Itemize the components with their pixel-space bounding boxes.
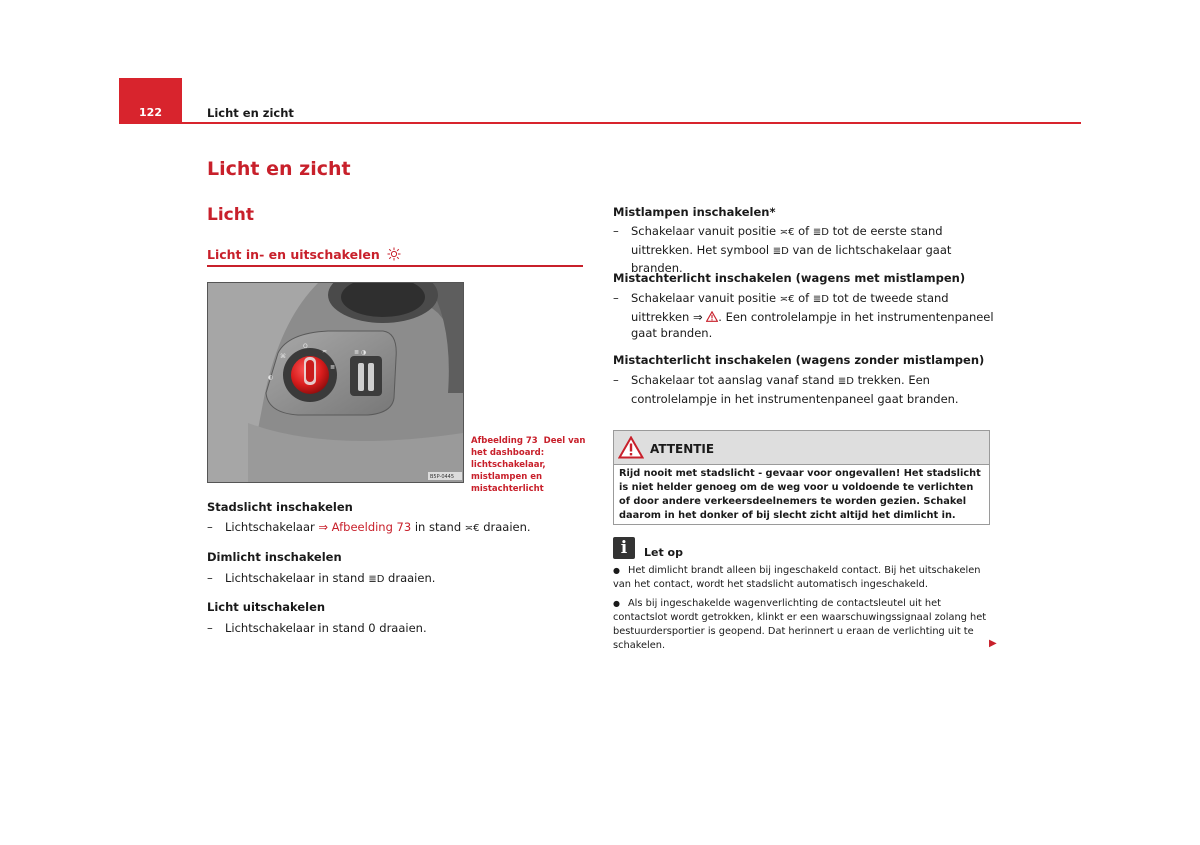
svg-text:⌘: ⌘	[280, 353, 286, 360]
sun-icon	[387, 247, 401, 261]
figure-caption-text: Deel van het dashboard: lichtschakelaar, mistlampen en mistachterlicht	[471, 436, 586, 494]
bullet-icon: ●	[613, 599, 620, 608]
dashboard-illustration	[208, 283, 463, 482]
figure-caption	[471, 435, 586, 495]
svg-text:≍: ≍	[322, 348, 328, 355]
note-item: ● Als bij ingeschakelde wagenverlichting de contactsleutel uit het contactslot wordt getrokken, klinkt er een waarschuwingssignaal zolang het bestuurdersportier is geopend. Dat herinnert u eraan de verlichting uit te schakelen.	[613, 598, 987, 651]
low-beam-icon: ≣D	[368, 574, 385, 585]
note-item: ● Het dimlicht brandt alleen bij ingeschakeld contact. Bij het uitschakelen van het contact, wordt het stadslicht automatisch ingeschakeld.	[613, 565, 981, 590]
instruction-licht-uit: – Lichtschakelaar in stand 0 draaien.	[207, 621, 427, 635]
subsection-title	[207, 247, 401, 262]
heading-stadslicht: Stadslicht inschakelen	[207, 500, 353, 514]
svg-text:◐: ◐	[268, 374, 274, 381]
continue-arrow-icon: ▶	[989, 638, 997, 649]
parking-light-icon: ≍€	[779, 294, 795, 305]
subsection-title-text: Licht in- en uitschakelen	[207, 247, 380, 262]
section-title: Licht	[207, 205, 254, 225]
heading-mistachterlicht-met: Mistachterlicht inschakelen (wagens met mistlampen)	[613, 271, 966, 285]
bullet-icon: ●	[613, 566, 620, 575]
warning-text: Rijd nooit met stadslicht - gevaar voor ongevallen! Het stadslicht is niet helder genoeg om de weg voor u voldoende te verlichten of door andere verkeersdeelnemers te worden gezien. Schakel daarom in het donker of bij slecht zicht altijd het dimlicht in.	[619, 468, 981, 521]
figure-reference-link[interactable]: ⇒ Afbeelding 73	[318, 520, 412, 534]
heading-mistachterlicht-zonder: Mistachterlicht inschakelen (wagens zonder mistlampen)	[613, 353, 985, 367]
svg-text:O: O	[303, 343, 308, 350]
note-label: Let op	[644, 546, 683, 559]
warning-header	[614, 431, 989, 465]
low-beam-icon: ≣D	[812, 294, 829, 305]
low-beam-icon: ≣D	[812, 227, 829, 238]
header-rule	[119, 122, 1081, 124]
figure-caption-label: Afbeelding 73	[471, 436, 538, 446]
warning-triangle-icon[interactable]	[706, 311, 718, 322]
heading-dimlicht: Dimlicht inschakelen	[207, 550, 342, 564]
warning-label: ATTENTIE	[650, 442, 715, 456]
running-head: Licht en zicht	[207, 106, 294, 120]
instruction-stadslicht: – Lichtschakelaar ⇒ Afbeelding 73 in stand ≍€ draaien.	[207, 520, 531, 534]
heading-licht-uit: Licht uitschakelen	[207, 600, 326, 614]
subsection-rule	[207, 265, 583, 267]
low-beam-icon: ≣D	[837, 376, 855, 387]
svg-text:≣: ≣	[330, 364, 336, 371]
fog-light-icon: ≣D	[772, 245, 789, 257]
warning-box	[613, 430, 990, 525]
figure-code: B5P-0445	[430, 474, 455, 480]
parking-light-icon: ≍€	[779, 227, 795, 238]
chapter-title: Licht en zicht	[207, 158, 351, 180]
instruction-mistachterlicht-zonder: – Schakelaar tot aanslag vanaf stand ≣D trekken. Een controlelampje in het instrumentenpaneel gaat branden.	[613, 373, 959, 406]
parking-light-icon: ≍€	[464, 523, 480, 534]
page-number: 122	[139, 106, 162, 119]
instruction-dimlicht: – Lichtschakelaar in stand ≣D draaien.	[207, 571, 436, 585]
heading-mistlampen: Mistlampen inschakelen*	[613, 205, 776, 219]
instruction-mistachterlicht-met: – Schakelaar vanuit positie ≍€ of ≣D tot de tweede stand uittrekken ⇒ . Een controlelampje in het instrumentenpaneel gaat branden.	[613, 291, 994, 340]
svg-text:≣ ◑: ≣ ◑	[354, 349, 367, 356]
info-icon: i	[613, 537, 635, 559]
instruction-mistlampen: – Schakelaar vanuit positie ≍€ of ≣D tot de eerste stand uittrekken. Het symbool ≣D van de lichtschakelaar gaat branden.	[613, 224, 952, 275]
warning-triangle-icon	[618, 436, 644, 459]
dashboard-light-switch-figure	[207, 282, 464, 483]
